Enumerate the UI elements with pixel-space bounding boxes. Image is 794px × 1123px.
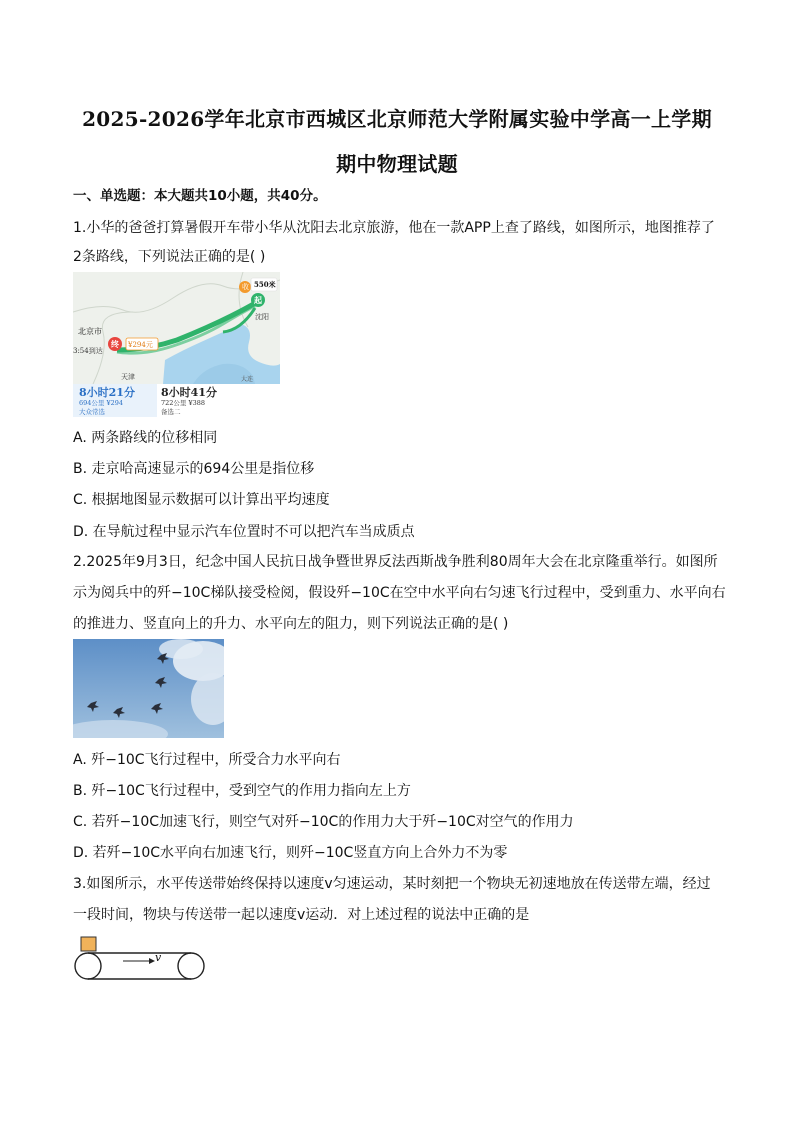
block-icon (81, 937, 96, 951)
toll-station-marker: 收 (242, 283, 249, 291)
toll-label: ¥294元 (128, 341, 153, 349)
q1-stem-line-2: 2条路线，下列说法正确的是( ) (73, 249, 266, 265)
q2-option-c: C. 若歼−10C加速飞行，则空气对歼−10C的作用力大于歼−10C对空气的作用力 (73, 814, 574, 830)
q2-stem-line-3: 的推进力、竖直向上的升力、水平向左的阻力，则下列说法正确的是( ) (73, 616, 509, 632)
q2-stem-line-1: 2.2025年9月3日，纪念中国人民抗日战争暨世界反法西斯战争胜利80周年大会在北京隆重举行。如图所 (73, 554, 718, 570)
jets-formation-image (73, 639, 224, 738)
exam-title-line-2: 期中物理试题 (336, 152, 458, 176)
route-b-info: 722公里 ¥388 (161, 399, 206, 407)
q1-option-c: C. 根据地图显示数据可以计算出平均速度 (73, 492, 330, 508)
conveyor-belt-diagram (73, 935, 209, 983)
conveyor-belt-figure (73, 935, 209, 983)
map-label-dalian: 大连 (241, 376, 254, 383)
q3-stem-line-2: 一段时间，物块与传送带一起以速度v运动．对上述过程的说法中正确的是 (73, 907, 530, 923)
exam-title-line-1: 2025-2026学年北京市西城区北京师范大学附属实验中学高一上学期 (82, 107, 712, 131)
route-a-info: 694公里 ¥294 (79, 399, 124, 407)
map-label-tianjin: 天津 (121, 373, 135, 381)
q2-option-d: D. 若歼−10C水平向右加速飞行，则歼−10C竖直方向上合外力不为零 (73, 845, 508, 861)
section-heading: 一、单选题：本大题共10小题，共40分。 (73, 188, 327, 204)
q2-stem-line-2: 示为阅兵中的歼−10C梯队接受检阅，假设歼−10C在空中水平向右匀速飞行过程中，受到重力、水平向右 (73, 585, 726, 601)
route-b-time: 8小时41分 (161, 386, 217, 399)
route-b-tag: 备选二 (161, 408, 181, 416)
map-label-shenyang: 沈阳 (255, 313, 269, 321)
q2-option-b: B. 歼−10C飞行过程中，受到空气的作用力指向左上方 (73, 783, 411, 799)
q1-option-b: B. 走京哈高速显示的694公里是指位移 (73, 461, 315, 477)
q2-option-a: A. 歼−10C飞行过程中，所受合力水平向右 (73, 752, 341, 768)
route-a-tag: 大众常选 (79, 408, 105, 416)
route-a-time: 8小时21分 (79, 386, 135, 399)
map-label-arrive: 3:54到达 (73, 347, 103, 355)
q1-option-d: D. 在导航过程中显示汽车位置时不可以把汽车当成质点 (73, 524, 415, 540)
q1-stem-line-1: 1.小华的爸爸打算暑假开车带小华从沈阳去北京旅游，他在一款APP上查了路线，如图所示，地图推荐了 (73, 220, 715, 236)
start-marker: 起 (254, 295, 262, 305)
end-marker: 终 (111, 339, 119, 349)
route-map-figure (73, 272, 280, 417)
map-label-beijing: 北京市 (78, 327, 102, 336)
q3-stem-line-1: 3.如图所示，水平传送带始终保持以速度v匀速运动，某时刻把一个物块无初速地放在传送带左端，经过 (73, 876, 711, 892)
velocity-label: v (155, 951, 162, 964)
q1-option-a: A. 两条路线的位移相同 (73, 430, 218, 446)
distance-badge: 550米 (254, 280, 276, 289)
jets-photo-figure (73, 639, 224, 738)
